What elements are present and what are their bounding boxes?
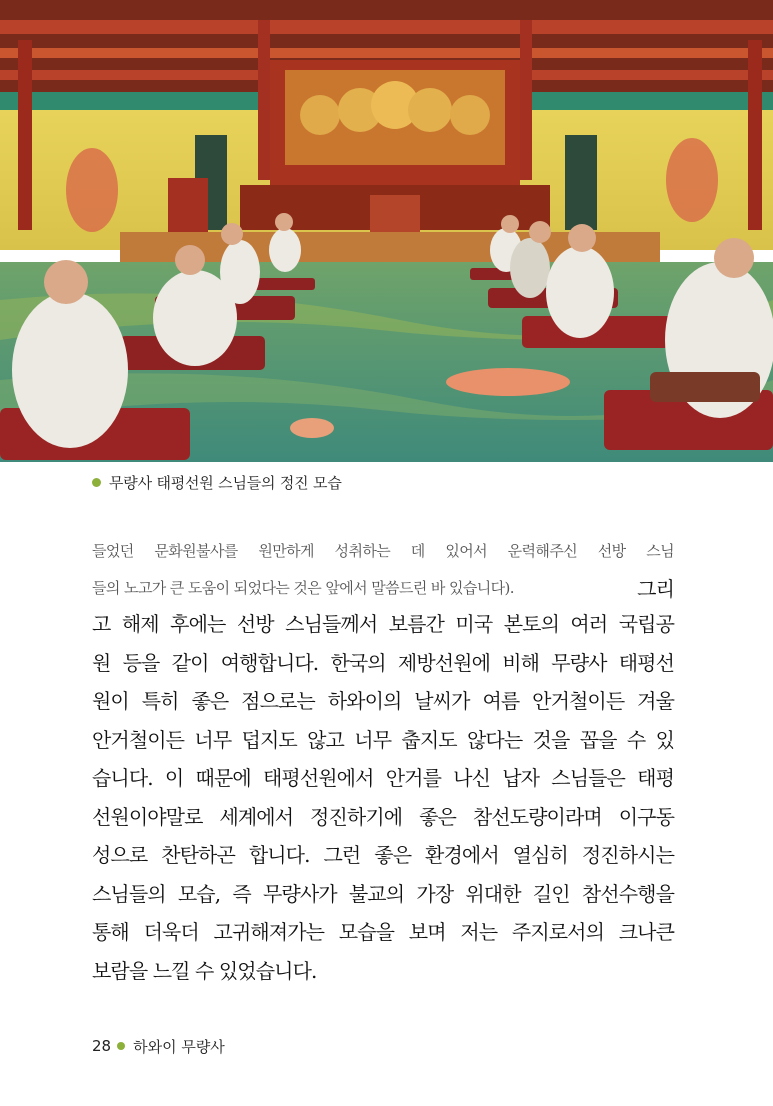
body-line	[92, 569, 674, 605]
body-line: 통해 더욱더 고귀해져가는 모습을 보며 저는 주지로서의 크나큰	[92, 920, 674, 944]
photo-caption	[92, 470, 342, 494]
footer-bullet-icon	[117, 1042, 125, 1050]
body-line: 들었던 문화원불사를 원만하게 성취하는 데 있어서 운력해주신 선방 스님	[92, 542, 674, 560]
body-line: 보람을 느낄 수 있었습니다.	[92, 958, 317, 983]
body-line: 안거철이든 너무 덥지도 않고 너무 춥지도 않다는 것을 꼽을 수 있	[92, 727, 674, 752]
body-line: 원이 특히 좋은 점으로는 하와이의 날씨가 여름 안거철이든 겨울	[92, 689, 674, 713]
body-line: 고 해제 후에는 선방 스님들께서 보름간 미국 본토의 여러 국립공	[92, 612, 674, 636]
body-line: 성으로 찬탄하곤 합니다. 그런 좋은 환경에서 열심히 정진하시는	[92, 843, 674, 867]
page-footer	[92, 1034, 225, 1058]
body-paragraph	[92, 533, 674, 990]
body-line: 습니다. 이 때문에 태평선원에서 안거를 나신 납자 스님들은 태평	[92, 766, 674, 790]
body-line: 원 등을 같이 여행합니다. 한국의 제방선원에 비해 무량사 태평선	[92, 650, 674, 675]
body-line-small-part: 들의 노고가 큰 도움이 되었다는 것은 앞에서 말씀드린 바 있습니다).	[92, 578, 514, 597]
caption-bullet-icon	[92, 478, 101, 487]
page-number: 28	[92, 1037, 112, 1055]
body-line: 스님들의 모습, 즉 무량사가 불교의 가장 위대한 길인 참선수행을	[92, 881, 674, 906]
caption-text: 무량사 태평선원 스님들의 정진 모습	[109, 473, 342, 492]
body-line: 선원이야말로 세계에서 정진하기에 좋은 참선도량이라며 이구동	[92, 804, 674, 829]
temple-meditation-photo	[0, 0, 773, 462]
body-line-large-part: 그리	[637, 576, 674, 601]
running-title: 하와이 무량사	[133, 1037, 225, 1056]
